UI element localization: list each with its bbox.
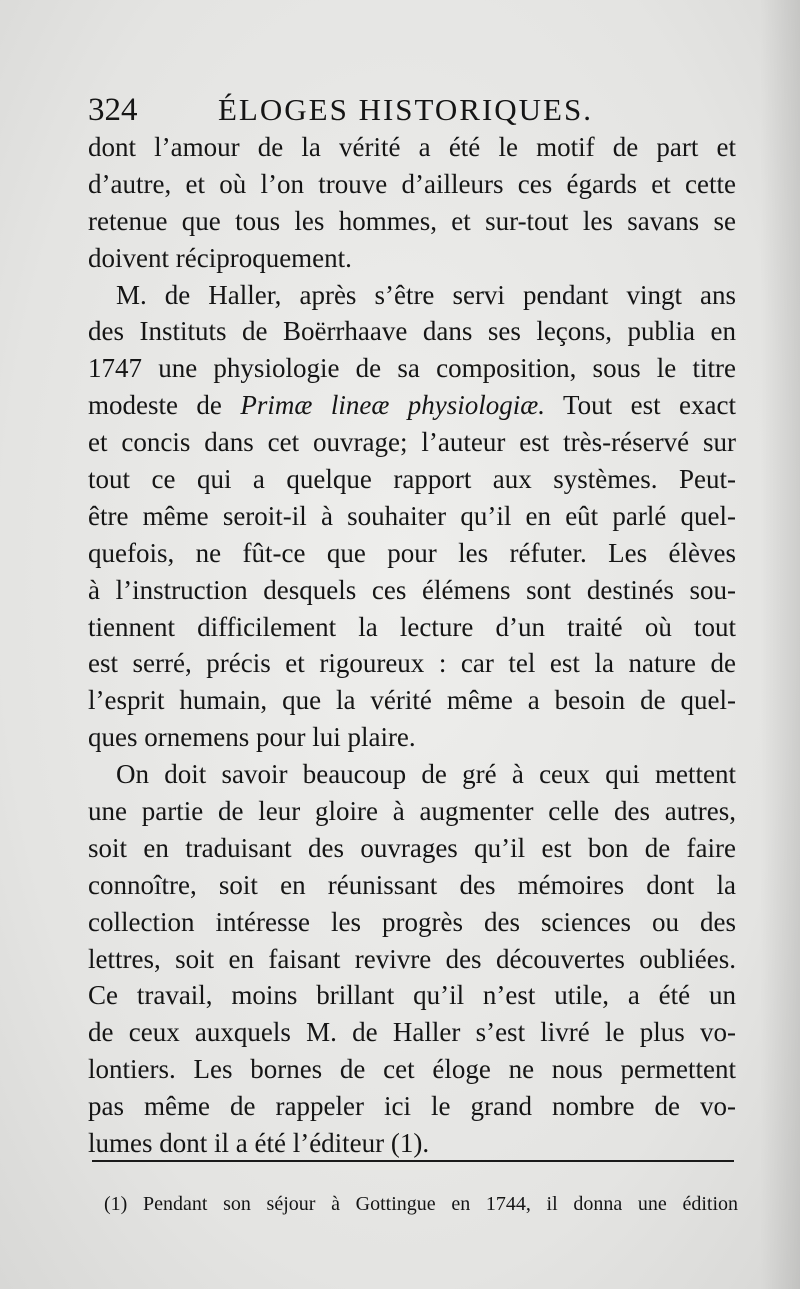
text-line: être même seroit-il à souhaiter qu’il en eût parlé quel- — [88, 500, 736, 531]
text-line: ques ornemens pour lui plaire. — [88, 722, 416, 753]
text-line: de ceux auxquels M. de Haller s’est livré le plus vo- — [88, 1017, 736, 1048]
page-edge-shadow — [760, 0, 800, 1289]
text-fragment: modeste de — [88, 390, 222, 421]
text-fragment: Tout est exact — [563, 390, 736, 421]
text-line: quefois, ne fût-ce que pour les réfuter. Les élèves — [88, 537, 736, 568]
footnote-rule — [92, 1160, 734, 1162]
text-line: doivent réciproquement. — [88, 242, 352, 273]
text-line: connoître, soit en réunissant des mémoires dont la — [88, 869, 736, 900]
text-line: M. de Haller, après s’être servi pendant vingt ans — [116, 279, 736, 310]
text-line: Ce travail, moins brillant qu’il n’est utile, a été un — [88, 980, 736, 1011]
text-line: 1747 une physiologie de sa composition, sous le titre — [88, 353, 736, 384]
text-line: des Instituts de Boërrhaave dans ses leçons, publia en — [88, 316, 736, 347]
text-line: pas même de rappeler ici le grand nombre de vo- — [88, 1091, 736, 1122]
text-line: tout ce qui a quelque rapport aux systèmes. Peut- — [88, 464, 736, 495]
text-line: est serré, précis et rigoureux : car tel est la nature de — [88, 648, 736, 679]
italic-book-title: Primæ lineæ physiologiæ. — [240, 390, 546, 421]
page-number: 324 — [88, 92, 138, 128]
text-line: l’esprit humain, que la vérité même a besoin de quel- — [88, 685, 736, 716]
text-line: une partie de leur gloire à augmenter celle des autres, — [88, 796, 736, 827]
text-line: lettres, soit en faisant revivre des découvertes oubliées. — [88, 943, 736, 974]
text-line-with-italic-title — [88, 387, 736, 424]
text-line: d’autre, et où l’on trouve d’ailleurs ces égards et cette — [88, 168, 736, 199]
running-title: ÉLOGES HISTORIQUES. — [218, 92, 593, 127]
text-line: lumes dont il a été l’éditeur (1). — [88, 1128, 430, 1159]
text-line: collection intéresse les progrès des sciences ou des — [88, 906, 736, 937]
text-line: tiennent difficilement la lecture d’un traité où tout — [88, 611, 736, 642]
text-line: à l’instruction desquels ces élémens sont destinés sou- — [88, 574, 736, 605]
text-line: retenue que tous les hommes, et sur-tout les savans se — [88, 205, 736, 236]
text-line: lontiers. Les bornes de cet éloge ne nous permettent — [88, 1054, 736, 1085]
text-line: soit en traduisant des ouvrages qu’il est bon de faire — [88, 832, 736, 863]
footnote: (1) Pendant son séjour à Gottingue en 1744, il donna une édition — [104, 1193, 738, 1215]
running-head — [88, 88, 748, 132]
text-line: On doit savoir beaucoup de gré à ceux qui mettent — [116, 759, 736, 790]
text-line: et concis dans cet ouvrage; l’auteur est très-réservé sur — [88, 427, 736, 458]
text-line: dont l’amour de la vérité a été le motif de part et — [88, 132, 736, 162]
body-text — [88, 129, 736, 1162]
